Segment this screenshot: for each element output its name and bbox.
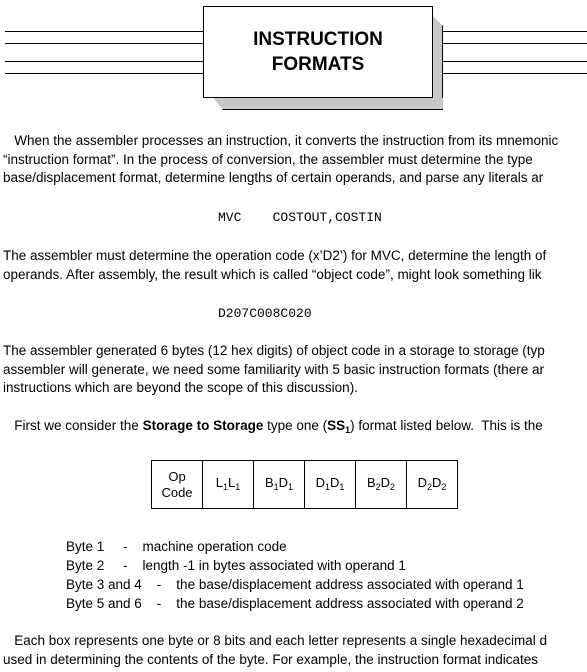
title-line: INSTRUCTION [253, 29, 383, 50]
cell-letter: D [278, 474, 289, 490]
cell-letter: D [315, 474, 325, 490]
cell-letter: L [215, 474, 223, 490]
subscript: 1 [222, 481, 228, 492]
subscript: 2 [426, 481, 432, 492]
header-rule [5, 43, 203, 44]
subscript: 1 [345, 425, 351, 435]
text-span: ) format listed below. This is the [350, 418, 543, 433]
table-row [152, 461, 458, 509]
cell-letter: D [330, 474, 340, 490]
subscript: 1 [273, 481, 279, 492]
text-line: assembler will generate, we need some familiarity with 5 basic instruction formats (there ar [3, 361, 544, 377]
paragraph-intro [3, 132, 558, 188]
paragraph-byte-explanation [3, 632, 547, 669]
title-line: FORMATS [271, 54, 365, 75]
text-line: Each box represents one byte or 8 bits and each letter represents a single hexadecimal d [3, 633, 548, 648]
header-rule [443, 73, 587, 74]
ss1-format-table [151, 460, 458, 509]
text-line: instructions which are beyond the scope of this discussion). [3, 380, 358, 395]
paragraph-object-code [3, 342, 545, 398]
text-line: used in determining the contents of the byte. For example, the instruction format indicates [3, 651, 539, 667]
byte-description: Byte 5 and 6 - the base/displacement address associated with operand 2 [66, 596, 524, 611]
table-cell-disp1 [305, 461, 356, 509]
cell-letter: D [380, 474, 391, 490]
subscript: 1 [235, 481, 241, 492]
byte-description: Byte 1 - machine operation code [66, 539, 287, 554]
paragraph-opcode [3, 247, 546, 284]
header-rule [5, 61, 203, 62]
text-span: First we consider the [3, 418, 143, 433]
table-cell-length [203, 461, 254, 509]
text-span: type one ( [263, 418, 328, 433]
cell-letter: D [432, 474, 442, 490]
subscript: 2 [441, 481, 447, 492]
text-line: The assembler must determine the operation code (x’D2’) for MVC, determine the length of [3, 248, 547, 263]
text-line: When the assembler processes an instruction, it converts the instruction from its mnemonic [3, 133, 559, 148]
table-cell-base1 [254, 461, 305, 509]
header-rule [5, 73, 203, 74]
cell-letter: B [366, 474, 376, 490]
cell-letter: L [228, 474, 236, 490]
format-name [327, 418, 350, 433]
page-title [203, 6, 433, 98]
header-rule [443, 61, 587, 62]
subscript: 1 [339, 481, 345, 492]
title-box-shadow [213, 98, 443, 110]
header-rule [443, 31, 587, 32]
cell-line: Code [161, 484, 193, 500]
text-line: operands. After assembly, the result which is called “object code”, might look something lik [3, 266, 542, 282]
bold-term: Storage to Storage [142, 418, 264, 433]
cell-letter: D [417, 474, 427, 490]
text-line: The assembler generated 6 bytes (12 hex digits) of object code in a storage to storage (typ [3, 343, 545, 358]
cell-letter: B [264, 474, 274, 490]
title-box-shadow [433, 16, 443, 110]
code-example-object: D207C008C020 [218, 306, 312, 321]
paragraph-ss1-intro [3, 417, 543, 440]
code-example-source: MVC COSTOUT,COSTIN [218, 210, 382, 225]
subscript: 1 [324, 481, 330, 492]
header-rule [5, 31, 203, 32]
text-line: “instruction format”. In the process of conversion, the assembler must determine the type [3, 151, 533, 167]
format-name-text: SS [327, 418, 346, 433]
subscript: 1 [288, 481, 294, 492]
cell-line: Op [168, 468, 186, 484]
byte-description: Byte 2 - length -1 in bytes associated with operand 1 [66, 558, 406, 573]
text-line: base/displacement format, determine lengths of certain operands, and parse any literals ar [3, 170, 544, 185]
subscript: 2 [375, 481, 381, 492]
table-cell-op-code [152, 461, 203, 509]
byte-description: Byte 3 and 4 - the base/displacement address associated with operand 1 [66, 577, 524, 592]
header-rule [443, 43, 587, 44]
subscript: 2 [390, 481, 396, 492]
table-cell-disp2 [407, 461, 458, 509]
table-cell-base2 [356, 461, 407, 509]
